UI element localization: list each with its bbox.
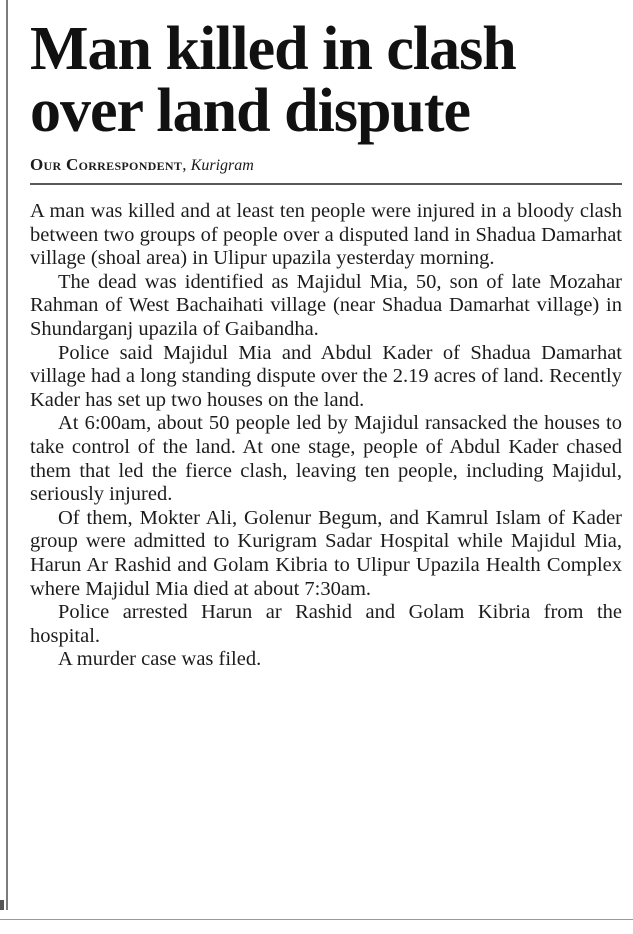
byline-name: Our Correspondent — [30, 155, 183, 174]
corner-mark — [0, 900, 4, 910]
byline — [30, 155, 622, 185]
byline-location: Kurigram — [190, 157, 254, 174]
paragraph-4: At 6:00am, about 50 people led by Majidul ransacked the houses to take control of the land. At one stage, people of Abdul Kader chased them that led the fierce clash, leaving ten people, including Majidul, seriously injured. — [30, 412, 622, 506]
byline-separator: , — [182, 155, 191, 174]
headline-line-2: over land dispute — [30, 77, 471, 145]
article-body — [30, 200, 622, 672]
paragraph-7: A murder case was filed. — [58, 648, 262, 671]
headline-line-1: Man killed in clash — [30, 15, 516, 83]
left-column-rule — [6, 0, 8, 910]
bottom-column-rule — [0, 919, 633, 920]
paragraph-5: Of them, Mokter Ali, Golenur Begum, and Kamrul Islam of Kader group were admitted to Kurigram Sadar Hospital while Majidul Mia, Harun Ar Rashid and Golam Kibria to Ulipur Upazila Health Complex where Majidul Mia died at about 7:30am. — [30, 506, 622, 600]
headline — [30, 15, 622, 145]
paragraph-3: Police said Majidul Mia and Abdul Kader of Shadua Damarhat village had a long standing dispute over the 2.19 acres of land. Recently Kader has set up two houses on the land. — [30, 341, 622, 411]
paragraph-2: The dead was identified as Majidul Mia, 50, son of late Mozahar Rahman of West Bachaihati village (near Shadua Damarhat village) in Shundarganj upazila of Gaibandha. — [30, 270, 622, 340]
paragraph-1: A man was killed and at least ten people were injured in a bloody clash between two groups of people over a disputed land in Shadua Damarhat village (shoal area) in Ulipur upazila yesterday morning. — [30, 200, 622, 270]
paragraph-6: Police arrested Harun ar Rashid and Golam Kibria from the hospital. — [30, 601, 622, 647]
news-article — [30, 15, 622, 672]
